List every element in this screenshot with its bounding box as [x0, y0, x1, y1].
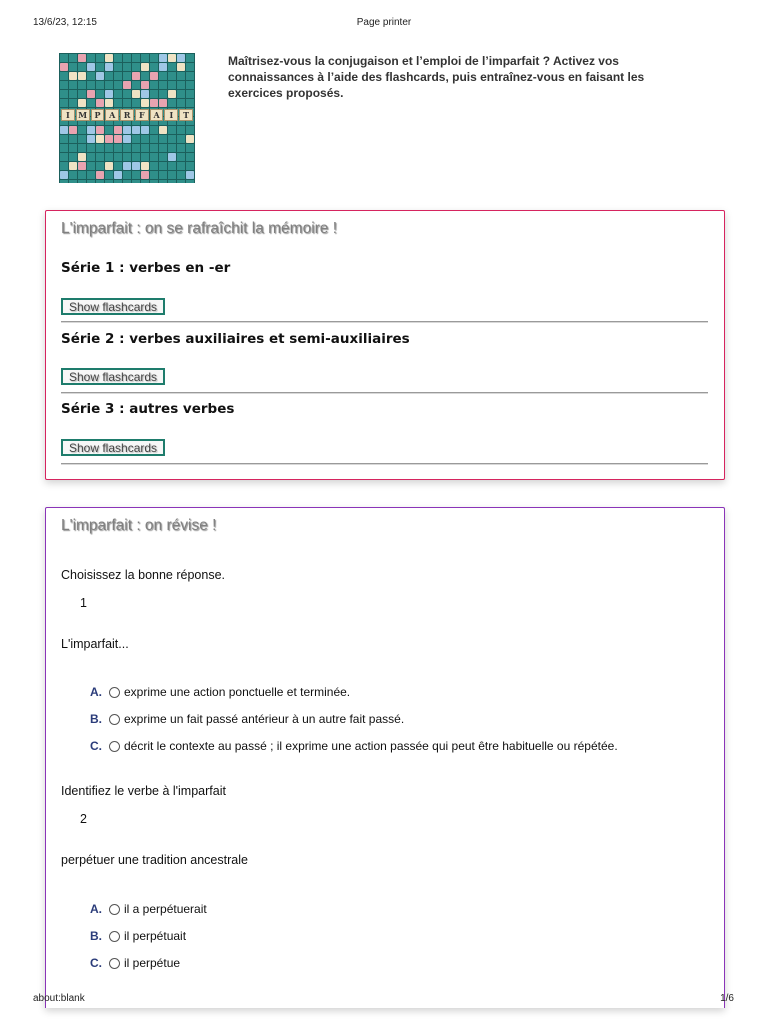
board-tile	[168, 90, 176, 98]
board-tile	[123, 126, 131, 134]
scrabble-letter: A	[150, 109, 164, 121]
board-tile	[177, 63, 185, 71]
print-title: Page printer	[356, 17, 412, 28]
show-flashcards-button-2[interactable]: Show flashcards	[61, 368, 165, 385]
board-tile	[114, 135, 122, 143]
board-tile	[114, 126, 122, 134]
radio-button[interactable]	[109, 741, 120, 752]
board-tile	[159, 99, 167, 107]
board-tile	[96, 135, 104, 143]
board-tile	[87, 135, 95, 143]
board-tile	[141, 162, 149, 170]
board-tile	[132, 162, 140, 170]
board-tile	[141, 90, 149, 98]
board-tile	[78, 99, 86, 107]
radio-button[interactable]	[109, 687, 120, 698]
separator	[61, 321, 708, 322]
board-tile	[123, 81, 131, 89]
question-1-number: 1	[80, 596, 87, 610]
board-tile	[177, 54, 185, 62]
board-tile	[141, 63, 149, 71]
option-letter: B.	[90, 929, 102, 943]
board-tile	[96, 171, 104, 179]
board-tile	[78, 153, 86, 161]
question-2-option-b[interactable]	[90, 929, 186, 943]
board-tile	[105, 135, 113, 143]
board-tile	[159, 126, 167, 134]
scrabble-letter: M	[76, 109, 90, 121]
radio-button[interactable]	[109, 958, 120, 969]
radio-button[interactable]	[109, 714, 120, 725]
board-tile	[132, 90, 140, 98]
exercise-section-title: L'imparfait : on révise !	[61, 517, 217, 534]
flashcards-card	[45, 210, 725, 480]
board-tile	[141, 171, 149, 179]
option-text: décrit le contexte au passé ; il exprime une action passée qui peut être habituelle ou répétée.	[124, 739, 618, 753]
question-1-instruction: Choisissez la bonne réponse.	[61, 568, 225, 582]
board-tile	[159, 54, 167, 62]
option-text: il perpétue	[124, 956, 181, 970]
separator	[61, 463, 708, 464]
board-tile	[78, 162, 86, 170]
option-text: il perpétuait	[124, 929, 187, 943]
exercise-card	[45, 507, 725, 1008]
board-tile	[186, 171, 194, 179]
board-tile	[150, 72, 158, 80]
board-tile	[69, 72, 77, 80]
question-1-option-a[interactable]	[90, 685, 350, 699]
scrabble-letter: I	[164, 109, 178, 121]
scrabble-word	[61, 109, 193, 121]
scrabble-letter: A	[105, 109, 119, 121]
board-tile	[168, 153, 176, 161]
option-letter: B.	[90, 712, 102, 726]
board-tile	[87, 126, 95, 134]
serie-1-title: Série 1 : verbes en -er	[61, 260, 231, 276]
board-tile	[60, 126, 68, 134]
option-text: exprime un fait passé antérieur à un autre fait passé.	[124, 712, 405, 726]
question-1-prompt: L'imparfait...	[61, 637, 129, 651]
board-tile	[132, 126, 140, 134]
flashcards-section-title: L'imparfait : on se rafraîchit la mémoire !	[61, 220, 338, 237]
question-2-prompt: perpétuer une tradition ancestrale	[61, 853, 248, 867]
show-flashcards-button-3[interactable]: Show flashcards	[61, 439, 165, 456]
option-text: exprime une action ponctuelle et terminée.	[124, 685, 351, 699]
option-letter: C.	[90, 739, 102, 753]
question-1-option-b[interactable]	[90, 712, 404, 726]
board-tile	[150, 99, 158, 107]
option-letter: C.	[90, 956, 102, 970]
board-tile	[114, 171, 122, 179]
question-1-option-c[interactable]	[90, 739, 618, 753]
board-tile	[186, 135, 194, 143]
board-tile	[123, 135, 131, 143]
board-tile	[96, 99, 104, 107]
board-tile	[123, 162, 131, 170]
board-tile	[96, 126, 104, 134]
question-2-option-a[interactable]	[90, 902, 207, 916]
scrabble-letter: I	[61, 109, 75, 121]
question-2-instruction: Identifiez le verbe à l'imparfait	[61, 784, 226, 798]
board-tile	[69, 126, 77, 134]
board-tile	[78, 72, 86, 80]
option-letter: A.	[90, 685, 102, 699]
serie-3-title: Série 3 : autres verbes	[61, 401, 235, 417]
print-date: 13/6/23, 12:15	[33, 17, 97, 28]
board-tile	[60, 63, 68, 71]
intro-text: Maîtrisez-vous la conjugaison et l’emploi de l’imparfait ? Activez vos connaissances à l’aide des flashcards, puis entraînez-vous en faisant les exercices proposés.	[228, 54, 645, 100]
board-tile	[132, 72, 140, 80]
board-tile	[96, 72, 104, 80]
print-page-number: 1/6	[720, 993, 734, 1004]
scrabble-letter: T	[179, 109, 193, 121]
serie-2-title: Série 2 : verbes auxiliaires et semi-auxiliaires	[61, 331, 410, 347]
scrabble-letter: R	[120, 109, 134, 121]
print-url: about:blank	[33, 993, 85, 1004]
radio-button[interactable]	[109, 931, 120, 942]
option-letter: A.	[90, 902, 102, 916]
board-tile	[159, 63, 167, 71]
board-tile	[105, 63, 113, 71]
scrabble-letter: F	[135, 109, 149, 121]
board-tile	[78, 54, 86, 62]
question-2-number: 2	[80, 812, 87, 826]
board-tile	[60, 171, 68, 179]
board-tile	[105, 90, 113, 98]
option-text: il a perpétuerait	[124, 902, 207, 916]
question-2-option-c[interactable]	[90, 956, 180, 970]
board-tile	[168, 54, 176, 62]
board-tile	[105, 162, 113, 170]
board-tile	[87, 63, 95, 71]
board-tile	[141, 126, 149, 134]
imparfait-scrabble-image	[59, 53, 195, 183]
radio-button[interactable]	[109, 904, 120, 915]
board-tile	[141, 99, 149, 107]
board-tile	[87, 90, 95, 98]
board-tile	[141, 81, 149, 89]
board-tile	[105, 99, 113, 107]
separator	[61, 392, 708, 393]
scrabble-letter: P	[91, 109, 105, 121]
board-tile	[105, 54, 113, 62]
show-flashcards-button-1[interactable]: Show flashcards	[61, 298, 165, 315]
board-tile	[69, 162, 77, 170]
